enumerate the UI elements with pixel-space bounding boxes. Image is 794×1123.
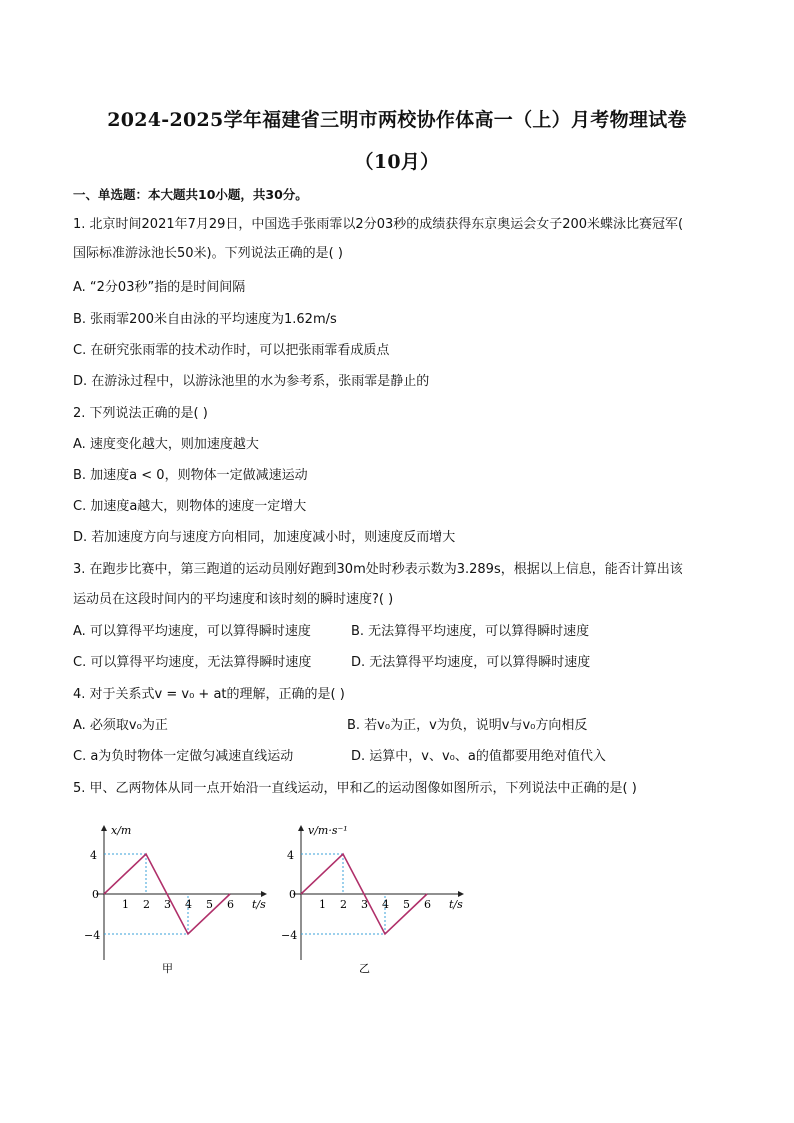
question-3-option-d: D. 无法算得平均速度，可以算得瞬时速度 (351, 655, 591, 670)
x-tick-2: 2 (143, 898, 150, 911)
graph-yi (281, 820, 481, 980)
question-4-option-d: D. 运算中，v、v₀、a的值都要用绝对值代入 (351, 749, 606, 764)
x-tick-6: 6 (227, 898, 234, 911)
question-3-option-b: B. 无法算得平均速度，可以算得瞬时速度 (351, 624, 590, 639)
x-tick-5: 5 (403, 898, 410, 911)
graph-caption: 乙 (359, 962, 370, 975)
question-3-option-c: C. 可以算得平均速度，无法算得瞬时速度 (73, 655, 312, 670)
x-tick-1: 1 (319, 898, 326, 911)
y-tick-0: 0 (289, 888, 296, 901)
question-3-option-a: A. 可以算得平均速度，可以算得瞬时速度 (73, 624, 311, 639)
question-1-option-c: C. 在研究张雨霏的技术动作时，可以把张雨霏看成质点 (73, 343, 390, 358)
question-1-stem-line1: 1. 北京时间2021年7月29日，中国选手张雨霏以2分03秒的成绩获得东京奥运会女子200米蝶泳比赛冠军( (73, 217, 684, 232)
question-2-stem: 2. 下列说法正确的是( ) (73, 406, 208, 421)
x-tick-3: 3 (361, 898, 368, 911)
question-2-option-d: D. 若加速度方向与速度方向相同，加速度减小时，则速度反而增大 (73, 530, 456, 545)
question-5-stem: 5. 甲、乙两物体从同一点开始沿一直线运动，甲和乙的运动图像如图所示，下列说法中正确的是( ) (73, 781, 637, 796)
x-tick-3: 3 (164, 898, 171, 911)
question-1-option-d: D. 在游泳过程中，以游泳池里的水为参考系，张雨霏是静止的 (73, 374, 430, 389)
exam-title: 2024-2025学年福建省三明市两校协作体高一（上）月考物理试卷 (107, 109, 687, 131)
question-4-option-a: A. 必须取v₀为正 (73, 718, 168, 733)
x-axis-label: t/s (449, 898, 463, 911)
exam-title-month: （10月） (354, 151, 440, 173)
question-4-option-b: B. 若v₀为正，v为负，说明v与v₀方向相反 (347, 718, 588, 733)
x-tick-4: 4 (382, 898, 389, 911)
question-2-option-b: B. 加速度a < 0，则物体一定做减速运动 (73, 468, 308, 483)
question-1-option-a: A. “2分03秒”指的是时间间隔 (73, 280, 246, 295)
y-tick-neg4: −4 (281, 929, 298, 942)
graph-jia (84, 820, 284, 980)
y-axis-label: x/m (111, 824, 132, 837)
question-4-stem: 4. 对于关系式v = v₀ + at的理解，正确的是( ) (73, 687, 345, 702)
question-3-stem-line1: 3. 在跑步比赛中，第三跑道的运动员刚好跑到30m处时秒表示数为3.289s，根据以上信息，能否计算出该 (73, 562, 683, 577)
question-2-option-a: A. 速度变化越大，则加速度越大 (73, 437, 259, 452)
x-tick-6: 6 (424, 898, 431, 911)
question-2-option-c: C. 加速度a越大，则物体的速度一定增大 (73, 499, 307, 514)
y-axis-label: v/m·s⁻¹ (308, 824, 348, 837)
x-tick-5: 5 (206, 898, 213, 911)
y-tick-neg4: −4 (84, 929, 101, 942)
question-1-option-b: B. 张雨霏200米自由泳的平均速度为1.62m/s (73, 312, 337, 327)
x-tick-4: 4 (185, 898, 192, 911)
y-tick-4: 4 (90, 849, 97, 862)
y-tick-0: 0 (92, 888, 99, 901)
x-tick-2: 2 (340, 898, 347, 911)
y-tick-4: 4 (287, 849, 294, 862)
question-3-stem-line2: 运动员在这段时间内的平均速度和该时刻的瞬时速度?( ) (73, 592, 394, 607)
section-heading: 一、单选题：本大题共10小题，共30分。 (73, 187, 308, 202)
question-4-option-c: C. a为负时物体一定做匀减速直线运动 (73, 749, 294, 764)
graph-caption: 甲 (162, 962, 173, 975)
x-axis-label: t/s (252, 898, 266, 911)
question-1-stem-line2: 国际标准游泳池长50米)。下列说法正确的是( ) (73, 246, 343, 261)
x-tick-1: 1 (122, 898, 129, 911)
